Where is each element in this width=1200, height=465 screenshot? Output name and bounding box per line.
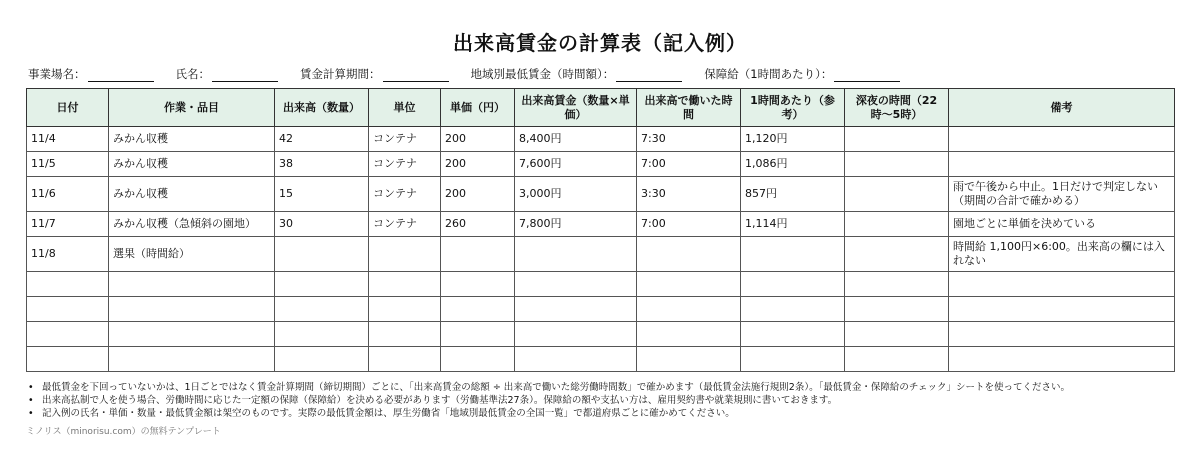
cell-night-hours[interactable] (845, 152, 949, 177)
cell-night-hours[interactable] (845, 347, 949, 372)
header-per-hour: 1時間あたり（参考） (741, 89, 845, 127)
cell-unit[interactable] (369, 347, 441, 372)
header-unit: 単位 (369, 89, 441, 127)
cell-unit[interactable] (369, 297, 441, 322)
cell-hours[interactable]: 7:00 (637, 152, 741, 177)
cell-quantity[interactable]: 42 (275, 127, 369, 152)
cell-remarks[interactable] (949, 347, 1175, 372)
cell-piece-wage[interactable]: 7,800円 (515, 212, 637, 237)
bullet-icon: • (28, 395, 34, 406)
cell-night-hours[interactable] (845, 177, 949, 212)
worker-name-field[interactable] (176, 66, 279, 82)
cell-date[interactable]: 11/7 (27, 212, 109, 237)
cell-quantity[interactable] (275, 272, 369, 297)
cell-hours[interactable] (637, 347, 741, 372)
cell-date[interactable]: 11/5 (27, 152, 109, 177)
cell-night-hours[interactable] (845, 297, 949, 322)
cell-unit[interactable] (369, 322, 441, 347)
cell-hours[interactable] (637, 297, 741, 322)
header-remarks: 備考 (949, 89, 1175, 127)
table-row (27, 237, 1175, 272)
cell-unit[interactable]: コンテナ (369, 212, 441, 237)
cell-unit-price[interactable]: 200 (441, 127, 515, 152)
cell-hours[interactable]: 7:30 (637, 127, 741, 152)
cell-quantity[interactable]: 30 (275, 212, 369, 237)
blank-line (383, 69, 449, 82)
cell-night-hours[interactable] (845, 212, 949, 237)
cell-piece-wage[interactable]: 8,400円 (515, 127, 637, 152)
page-title: 出来高賃金の計算表（記入例） (453, 31, 747, 55)
cell-unit[interactable] (369, 272, 441, 297)
cell-night-hours[interactable] (845, 127, 949, 152)
cell-unit-price[interactable] (441, 347, 515, 372)
cell-task[interactable]: みかん収穫 (109, 127, 275, 152)
cell-task[interactable]: みかん収穫 (109, 177, 275, 212)
note-text: 最低賃金を下回っていないかは、1日ごとではなく賃金計算期間（締切期間）ごとに、「出来高賃金の総額 ÷ 出来高で働いた総労働時間数」で確かめます（最低賃金法施行規則2条）。「最低賃金・保障給のチェック」シートを使ってください。 (42, 382, 1071, 393)
table-row (27, 177, 1175, 212)
cell-task[interactable] (109, 297, 275, 322)
cell-date[interactable] (27, 297, 109, 322)
cell-unit-price[interactable]: 200 (441, 177, 515, 212)
blank-line (834, 69, 900, 82)
bullet-icon: • (28, 382, 34, 393)
cell-per-hour[interactable] (741, 272, 845, 297)
cell-date[interactable]: 11/8 (27, 237, 109, 272)
cell-per-hour[interactable]: 1,114円 (741, 212, 845, 237)
cell-quantity[interactable] (275, 297, 369, 322)
note-item (26, 407, 1174, 420)
cell-per-hour[interactable] (741, 322, 845, 347)
footer-credit: ミノリス（minorisu.com）の無料テンプレート (26, 427, 221, 437)
note-text: 記入例の氏名・単価・数量・最低賃金額は架空のものです。実際の最低賃金額は、厚生労働省「地域別最低賃金の全国一覧」で都道府県ごとに確かめてください。 (42, 408, 735, 419)
meta-label: 地域別最低賃金（時間額）： (470, 67, 615, 81)
cell-task[interactable] (109, 272, 275, 297)
note-item (26, 381, 1174, 394)
header-quantity: 出来高（数量） (275, 89, 369, 127)
blank-line (88, 69, 154, 82)
cell-date[interactable]: 11/4 (27, 127, 109, 152)
cell-piece-wage[interactable] (515, 237, 637, 272)
cell-task[interactable] (109, 347, 275, 372)
header-night-hours: 深夜の時間（22時〜5時） (845, 89, 949, 127)
cell-hours[interactable] (637, 272, 741, 297)
note-text: 出来高払制で人を使う場合、労働時間に応じた一定額の保障（保障給）を決める必要があります（労働基準法27条）。保障給の額や支払い方は、雇用契約書や就業規則に書いておきます。 (42, 395, 838, 406)
bullet-icon: • (28, 408, 34, 419)
business-name-field[interactable] (28, 66, 154, 82)
cell-unit[interactable]: コンテナ (369, 127, 441, 152)
table-row (27, 127, 1175, 152)
wage-table (26, 88, 1175, 372)
cell-unit[interactable]: コンテナ (369, 177, 441, 212)
cell-piece-wage[interactable] (515, 297, 637, 322)
cell-date[interactable] (27, 322, 109, 347)
header-unit-price: 単価（円） (441, 89, 515, 127)
cell-remarks[interactable]: 園地ごとに単価を決めている (949, 212, 1175, 237)
cell-task[interactable]: みかん収穫（急傾斜の園地） (109, 212, 275, 237)
cell-unit-price[interactable] (441, 297, 515, 322)
blank-line (616, 69, 682, 82)
table-row (27, 322, 1175, 347)
cell-quantity[interactable] (275, 347, 369, 372)
cell-unit-price[interactable]: 260 (441, 212, 515, 237)
meta-fields (26, 66, 1174, 82)
cell-unit-price[interactable] (441, 272, 515, 297)
cell-unit[interactable] (369, 237, 441, 272)
cell-piece-wage[interactable]: 7,600円 (515, 152, 637, 177)
cell-piece-wage[interactable] (515, 347, 637, 372)
cell-hours[interactable] (637, 322, 741, 347)
cell-night-hours[interactable] (845, 272, 949, 297)
cell-unit-price[interactable] (441, 322, 515, 347)
cell-remarks[interactable]: 雨で午後から中止。1日だけで判定しない（期間の合計で確かめる） (949, 177, 1175, 212)
cell-remarks[interactable] (949, 322, 1175, 347)
meta-label: 事業場名： (28, 67, 86, 81)
table-row (27, 212, 1175, 237)
regional-min-wage-field[interactable] (471, 66, 683, 82)
cell-piece-wage[interactable] (515, 322, 637, 347)
guaranteed-pay-field[interactable] (704, 66, 900, 82)
cell-quantity[interactable]: 15 (275, 177, 369, 212)
header-date: 日付 (27, 89, 109, 127)
note-item (26, 394, 1174, 407)
cell-per-hour[interactable] (741, 347, 845, 372)
cell-unit-price[interactable] (441, 237, 515, 272)
cell-piece-wage[interactable] (515, 272, 637, 297)
cell-remarks[interactable]: 時間給 1,100円×6:00。出来高の欄には入れない (949, 237, 1175, 272)
cell-night-hours[interactable] (845, 237, 949, 272)
cell-per-hour[interactable]: 1,086円 (741, 152, 845, 177)
table-row (27, 347, 1175, 372)
notes (26, 381, 1174, 420)
meta-label: 保障給（1時間あたり）： (704, 67, 833, 81)
cell-remarks[interactable] (949, 152, 1175, 177)
cell-date[interactable]: 11/6 (27, 177, 109, 212)
meta-label: 賃金計算期間： (300, 67, 381, 81)
cell-quantity[interactable] (275, 237, 369, 272)
cell-remarks[interactable] (949, 127, 1175, 152)
cell-task[interactable]: みかん収穫 (109, 152, 275, 177)
table-row (27, 152, 1175, 177)
cell-per-hour[interactable]: 1,120円 (741, 127, 845, 152)
cell-hours[interactable]: 7:00 (637, 212, 741, 237)
blank-line (212, 69, 278, 82)
header-piece-wage: 出来高賃金（数量×単価） (515, 89, 637, 127)
header-hours: 出来高で働いた時間 (637, 89, 741, 127)
cell-quantity[interactable]: 38 (275, 152, 369, 177)
pay-period-field[interactable] (300, 66, 449, 82)
table-header-row (27, 89, 1175, 127)
table-row (27, 297, 1175, 322)
cell-quantity[interactable] (275, 322, 369, 347)
cell-night-hours[interactable] (845, 322, 949, 347)
cell-remarks[interactable] (949, 297, 1175, 322)
cell-task[interactable]: 選果（時間給） (109, 237, 275, 272)
cell-task[interactable] (109, 322, 275, 347)
cell-piece-wage[interactable]: 3,000円 (515, 177, 637, 212)
table-row (27, 272, 1175, 297)
cell-unit[interactable]: コンテナ (369, 152, 441, 177)
meta-label: 氏名： (175, 67, 210, 81)
cell-per-hour[interactable]: 857円 (741, 177, 845, 212)
cell-unit-price[interactable]: 200 (441, 152, 515, 177)
cell-hours[interactable] (637, 237, 741, 272)
cell-remarks[interactable] (949, 272, 1175, 297)
cell-date[interactable] (27, 347, 109, 372)
cell-per-hour[interactable] (741, 297, 845, 322)
cell-per-hour[interactable] (741, 237, 845, 272)
cell-hours[interactable]: 3:30 (637, 177, 741, 212)
cell-date[interactable] (27, 272, 109, 297)
header-task: 作業・品目 (109, 89, 275, 127)
